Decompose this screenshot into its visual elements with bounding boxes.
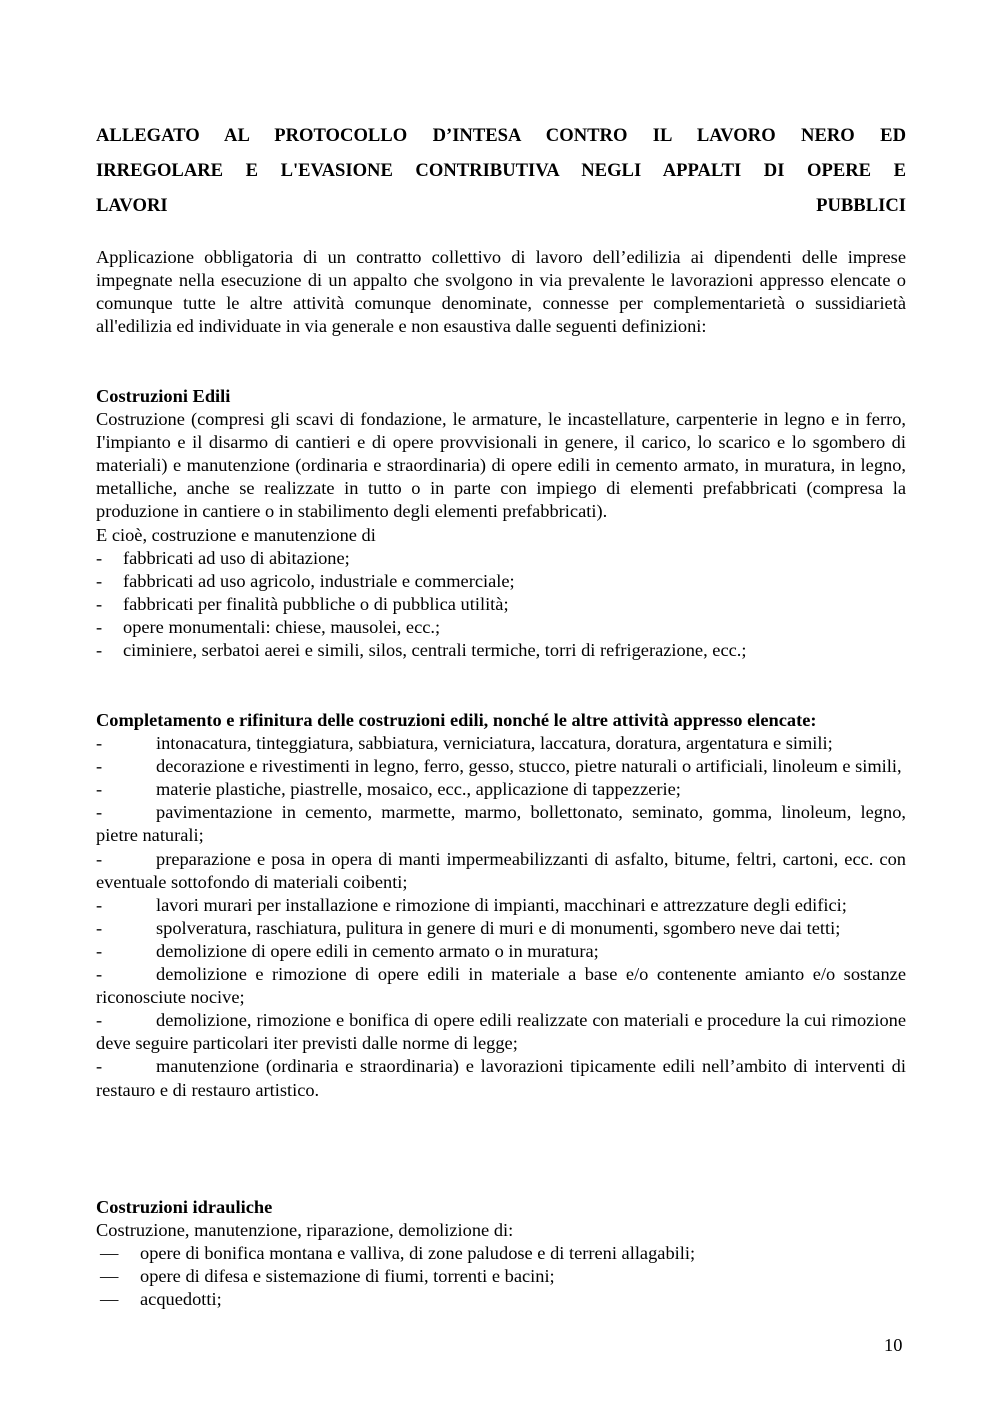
list-item: - demolizione di opere edili in cemento armato o in muratura;	[96, 940, 906, 963]
title-line: LAVORI PUBBLICI	[96, 195, 906, 216]
emdash-marker: —	[100, 1289, 119, 1310]
dash-marker: -	[96, 802, 103, 823]
list-item: — opere di bonifica montana e valliva, di zone paludose e di terreni allagabili;	[96, 1242, 906, 1265]
dash-marker: -	[96, 779, 103, 800]
list-item: - pavimentazione in cemento, marmette, marmo, bollettonato, seminato, gomma, linoleum, legno, pietre naturali;	[96, 802, 906, 846]
list-item: - fabbricati per finalità pubbliche o di pubblica utilità;	[96, 593, 906, 616]
dash-marker: -	[96, 756, 103, 777]
list-item: - materie plastiche, piastrelle, mosaico, ecc., applicazione di tappezzerie;	[96, 778, 906, 801]
dash-marker: -	[96, 894, 103, 915]
title-line: IRREGOLARE E L'EVASIONE CONTRIBUTIVA NEGLI APPALTI DI OPERE E	[96, 160, 906, 181]
dash-marker: -	[96, 848, 103, 869]
page-number: 10	[884, 1335, 903, 1355]
list-item: - lavori murari per installazione e rimozione di impianti, macchinari e attrezzature degli edifici;	[96, 894, 906, 917]
list-item: - decorazione e rivestimenti in legno, ferro, gesso, stucco, pietre naturali o artificiali, linoleum e simili,	[96, 755, 906, 778]
list-item: - opere monumentali: chiese, mausolei, ecc.;	[96, 616, 906, 639]
title-line: ALLEGATO AL PROTOCOLLO D’INTESA CONTRO IL LAVORO NERO ED	[96, 125, 906, 146]
list-item: - demolizione e rimozione di opere edili in materiale a base e/o contenente amianto e/o sostanze riconosciute nocive;	[96, 964, 906, 1008]
section-lead: Costruzione, manutenzione, riparazione, demolizione di:	[96, 1220, 514, 1241]
list-item: - intonacatura, tinteggiatura, sabbiatura, verniciatura, laccatura, doratura, argentatura e simili;	[96, 732, 906, 755]
list-item: - fabbricati ad uso di abitazione;	[96, 547, 906, 570]
dash-marker: -	[96, 640, 103, 661]
emdash-marker: —	[100, 1266, 119, 1287]
dash-marker: -	[96, 570, 103, 591]
dash-marker: -	[96, 616, 103, 637]
list-item: - manutenzione (ordinaria e straordinaria) e lavorazioni tipicamente edili nell’ambito di interventi di restauro e di restauro artistico.	[96, 1056, 906, 1100]
emdash-marker: —	[100, 1243, 119, 1264]
list-item: - ciminiere, serbatoi aerei e simili, silos, centrali termiche, torri di refrigerazione, ecc.;	[96, 639, 906, 662]
section-costruzioni-idrauliche	[96, 1196, 906, 1311]
list-item: — opere di difesa e sistemazione di fiumi, torrenti e bacini;	[96, 1265, 906, 1288]
section-lead: E cioè, costruzione e manutenzione di	[96, 524, 376, 545]
section-heading: Costruzioni idrauliche	[96, 1197, 273, 1217]
dash-marker: -	[96, 733, 103, 754]
list-item: - fabbricati ad uso agricolo, industriale e commerciale;	[96, 570, 906, 593]
section-paragraph: Costruzione (compresi gli scavi di fondazione, le armature, le incastellature, carpenterie in legno e in ferro, I'impianto e il disarmo di cantieri e di opere provvisionali in genere, il carico, lo scarico e lo sgombero di materiali) e manutenzione (ordinaria e straordinaria) di opere edili in cemento armato, in muratura, in legno, metalliche, anche se realizzate in tutto o in parte con impiego di elementi prefabbricati (compresa la produzione in cantiere o in stabilimento degli elementi prefabbricati).	[96, 409, 906, 522]
dash-marker: -	[96, 917, 103, 938]
document-title	[96, 118, 906, 223]
section-completamento	[96, 709, 906, 1102]
list-item: — acquedotti;	[96, 1288, 906, 1311]
list-item: - preparazione e posa in opera di manti impermeabilizzanti di asfalto, bitume, feltri, cartoni, ecc. con eventuale sottofondo di materiali coibenti;	[96, 848, 906, 892]
list-item: - demolizione, rimozione e bonifica di opere edili realizzate con materiali e procedure la cui rimozione deve seguire particolari iter previsti dalle norme di legge;	[96, 1010, 906, 1054]
list-item: - spolveratura, raschiatura, pulitura in genere di muri e di monumenti, sgombero neve dai tetti;	[96, 917, 906, 940]
dash-marker: -	[96, 547, 103, 568]
dash-marker: -	[96, 940, 103, 961]
dash-marker: -	[96, 1056, 103, 1077]
dash-marker: -	[96, 964, 103, 985]
dash-marker: -	[96, 593, 103, 614]
intro-paragraph: Applicazione obbligatoria di un contratto collettivo di lavoro dell’edilizia ai dipendenti delle imprese impegnate nella esecuzione di un appalto che svolgono in via prevalente le lavorazioni appresso elencate o comunque tutte le altre attività comunque denominate, connesse per complementarietà o sussidiarietà all'edilizia ed individuate in via generale e non esaustiva dalle seguenti definizioni:	[96, 247, 906, 337]
dash-marker: -	[96, 1010, 103, 1031]
section-heading: Costruzioni Edili	[96, 386, 231, 406]
section-heading: Completamento e rifinitura delle costruzioni edili, nonché le altre attività appresso elencate:	[96, 710, 817, 730]
section-costruzioni-edili	[96, 385, 906, 662]
